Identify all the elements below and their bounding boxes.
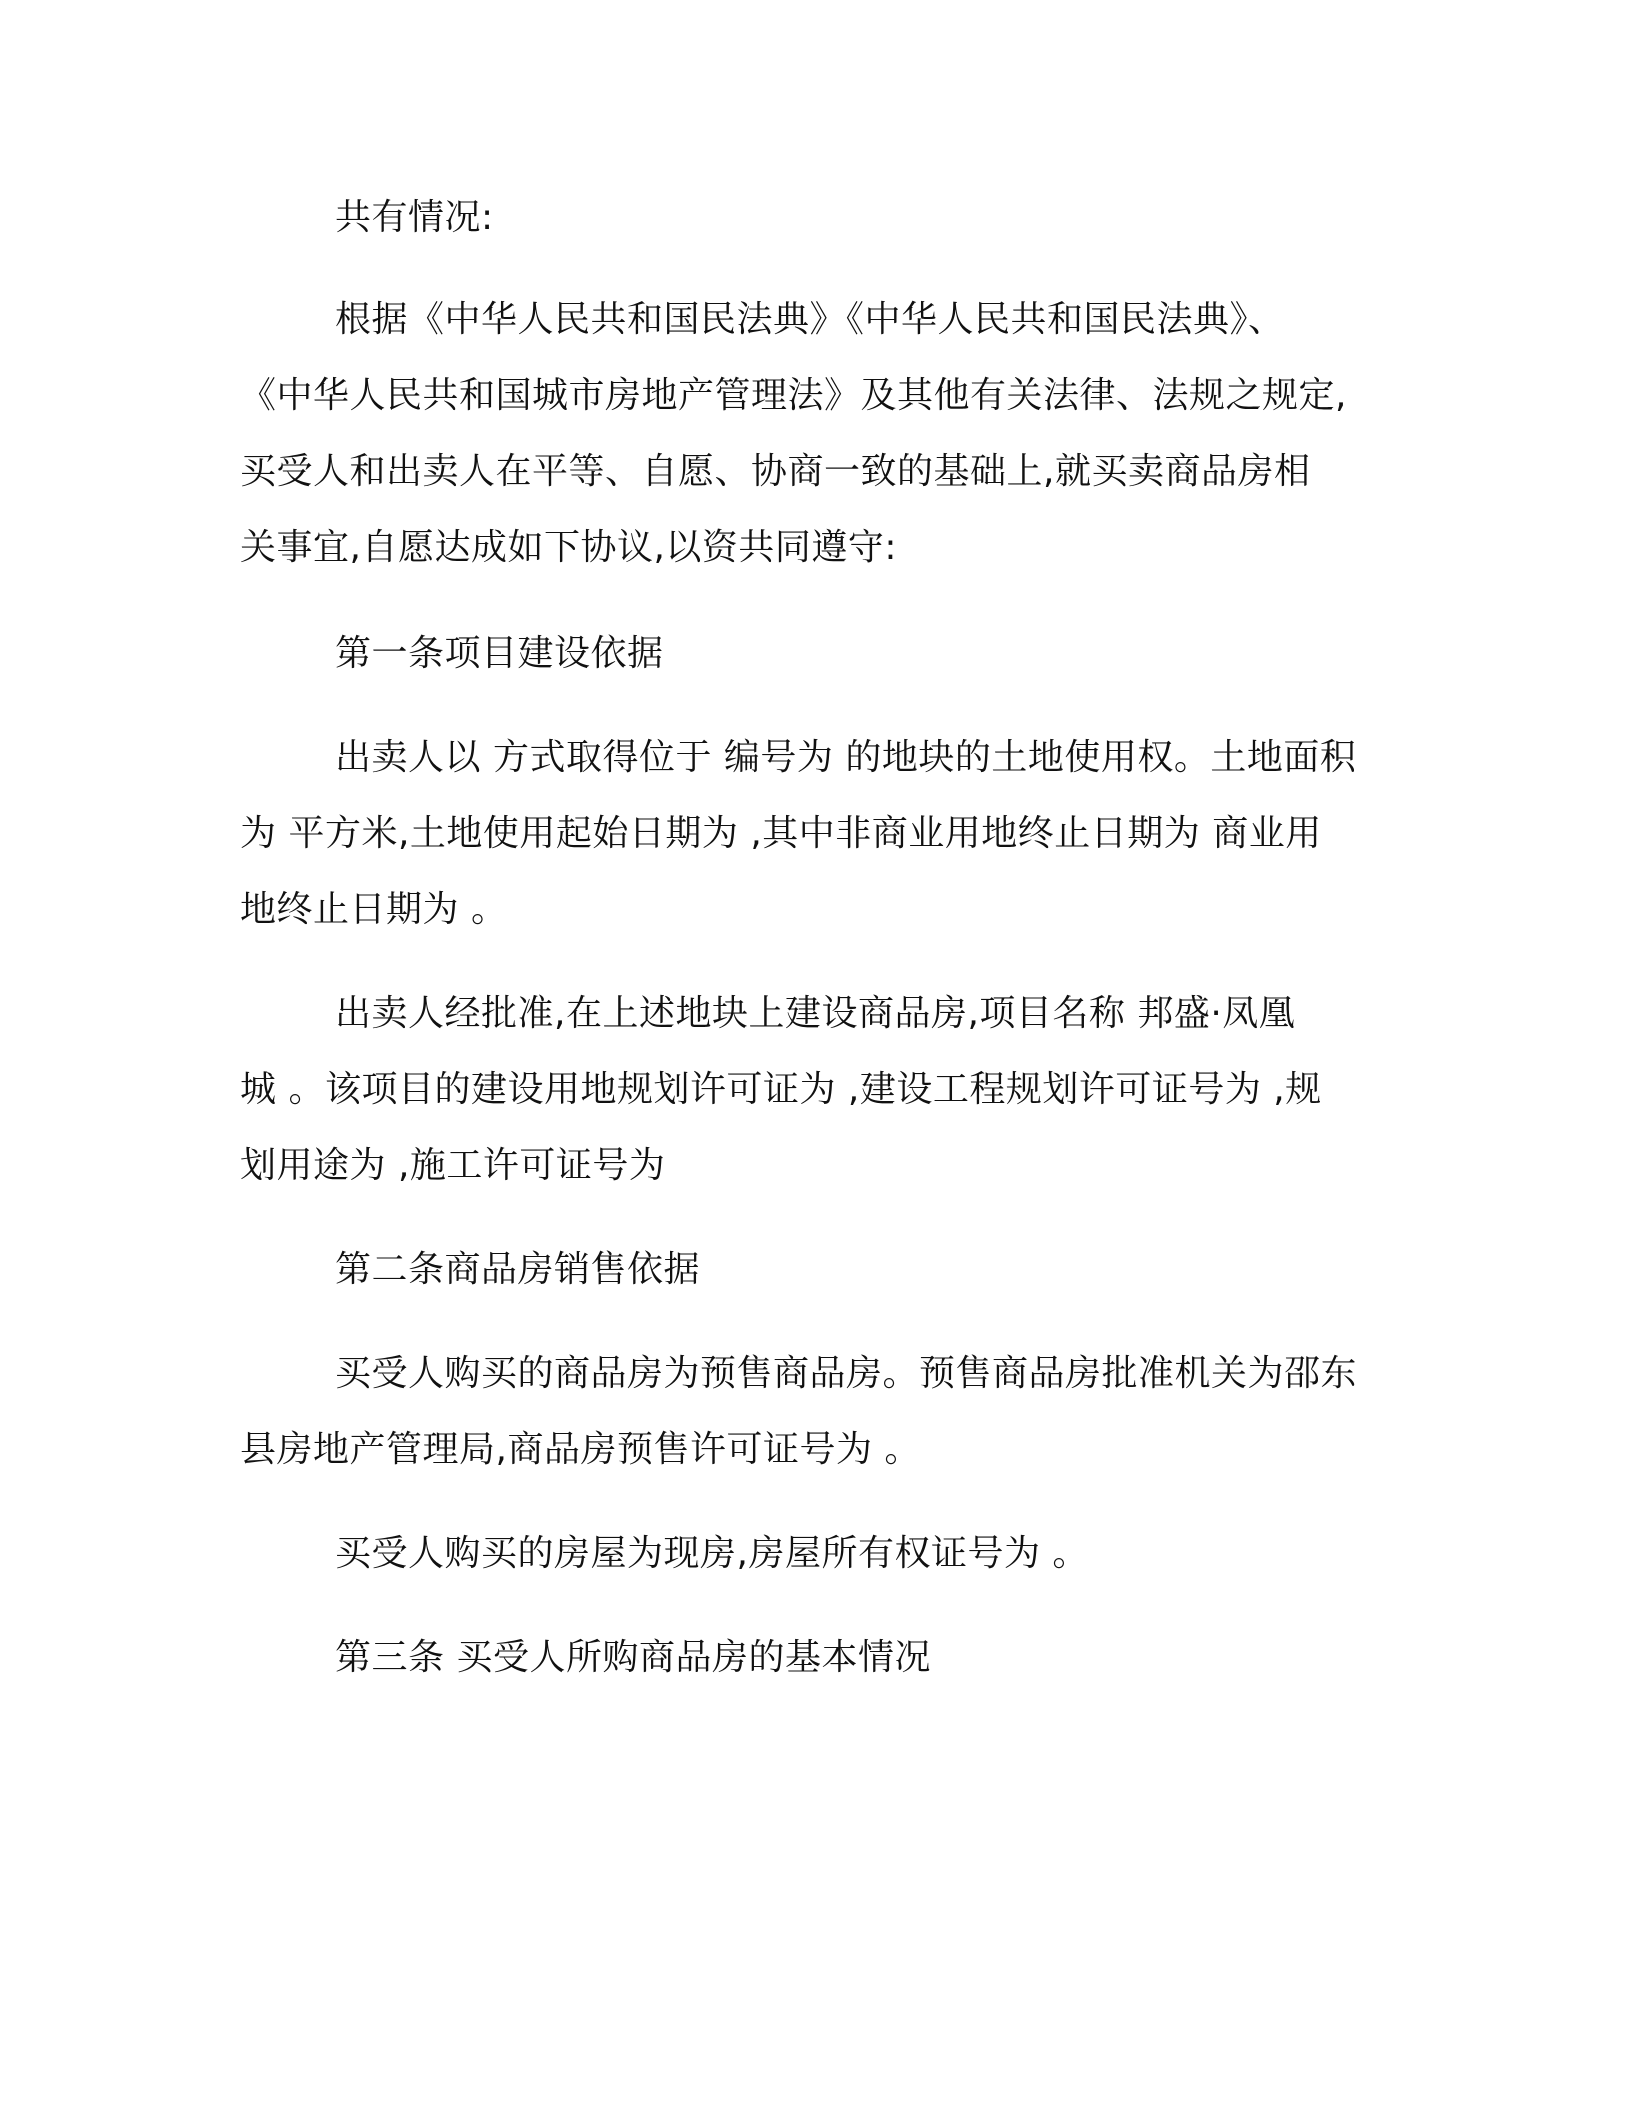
article-1-paragraph-2-line-1: 出卖人经批准,在上述地块上建设商品房,项目名称 邦盛·凤凰: [335, 993, 1296, 1034]
article-3-heading: 第三条 买受人所购商品房的基本情况: [335, 1637, 931, 1678]
article-2-heading: 第二条商品房销售依据: [335, 1249, 701, 1290]
article-2-paragraph-1-line-1: 买受人购买的商品房为预售商品房。预售商品房批准机关为邵东: [335, 1353, 1358, 1394]
paragraph-legal-basis-line-3: 买受人和出卖人在平等、自愿、协商一致的基础上,就买卖商品房相: [240, 451, 1311, 492]
article-1-paragraph-1-line-1: 出卖人以 方式取得位于 编号为 的地块的土地使用权。土地面积: [335, 737, 1357, 778]
article-1-paragraph-1-line-2: 为 平方米,土地使用起始日期为 ,其中非商业用地终止日期为 商业用: [240, 813, 1322, 854]
paragraph-legal-basis-line-4: 关事宜,自愿达成如下协议,以资共同遵守:: [240, 527, 898, 568]
paragraph-legal-basis-line-1: 根据《中华人民共和国民法典》《中华人民共和国民法典》、: [335, 299, 1285, 340]
paragraph-legal-basis-line-2: 《中华人民共和国城市房地产管理法》及其他有关法律、法规之规定,: [240, 375, 1347, 416]
heading-co-ownership: 共有情况:: [335, 197, 494, 238]
article-1-paragraph-2-line-2: 城 。该项目的建设用地规划许可证为 ,建设工程规划许可证号为 ,规: [240, 1069, 1322, 1110]
article-1-paragraph-2-line-3: 划用途为 ,施工许可证号为: [240, 1145, 666, 1186]
article-2-paragraph-1-line-2: 县房地产管理局,商品房预售许可证号为 。: [240, 1429, 921, 1470]
article-1-heading: 第一条项目建设依据: [335, 633, 664, 674]
article-1-paragraph-1-line-3: 地终止日期为 。: [240, 889, 508, 930]
article-2-paragraph-2: 买受人购买的房屋为现房,房屋所有权证号为 。: [335, 1533, 1089, 1574]
